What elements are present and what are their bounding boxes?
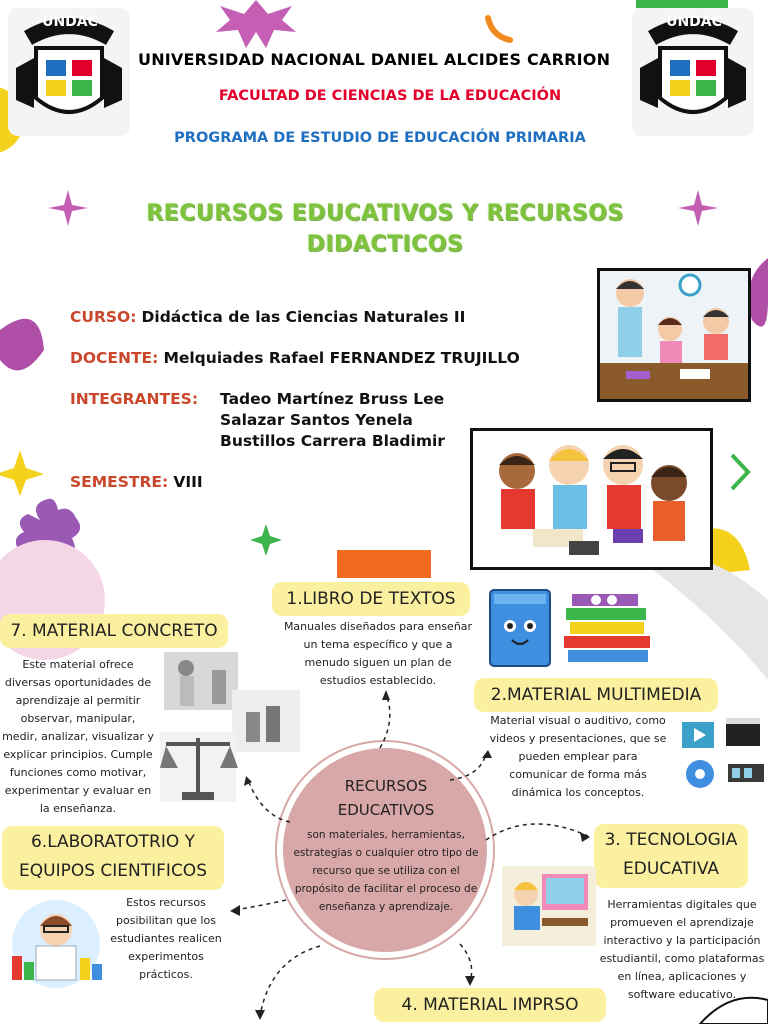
item-title-multimedia: 2.MATERIAL MULTIMEDIA <box>474 678 718 712</box>
item-title-concreto: 7. MATERIAL CONCRETO <box>0 614 228 648</box>
scientist-illustration <box>0 892 112 992</box>
concrete-material-photos <box>156 650 302 804</box>
course-label: CURSO: <box>70 308 137 326</box>
computer-kid-illustration <box>502 866 596 946</box>
item-title-line: EQUIPOS CIENTIFICOS <box>19 861 207 881</box>
item-desc-laboratorio: Estos recursos posibilitan que los estudiantes realicen experimentos prácticos. <box>110 896 222 981</box>
university-name: UNIVERSIDAD NACIONAL DANIEL ALCIDES CARRION <box>138 50 611 69</box>
item-desc-multimedia: Material visual o auditivo, como videos y presentaciones, que se pueden emplear para comunicar de forma más dinámica los conceptos. <box>489 714 667 799</box>
item-title-laboratorio <box>2 826 224 890</box>
item-title-line: 6.LABORATOTRIO Y <box>30 832 196 852</box>
item-title-impreso: 4. MATERIAL IMPRSO <box>374 988 606 1022</box>
member-name: Bustillos Carrera Bladimir <box>220 432 445 450</box>
teacher-label: DOCENTE: <box>70 349 159 367</box>
semester-value: VIII <box>173 473 203 491</box>
center-title-line: EDUCATIVOS <box>337 801 435 819</box>
teacher-value: Melquiades Rafael FERNANDEZ TRUJILLO <box>163 349 520 367</box>
course-value: Didáctica de las Ciencias Naturales II <box>141 308 466 326</box>
item-title-tecnologia <box>594 824 748 888</box>
semester-label: SEMESTRE: <box>70 473 169 491</box>
item-desc-concreto: Este material ofrece diversas oportunidades de aprendizaje al permitir observar, manipular, medir, analizar, visualizar y explicar principios. Cumple funciones como motivar, experimentar y evaluar en la enseñanza. <box>2 658 154 815</box>
logo-text-right: UNDAC <box>666 14 722 30</box>
member-name: Tadeo Martínez Bruss Lee <box>220 390 445 408</box>
item-title-line: 3. TECNOLOGIA <box>604 830 738 850</box>
center-title-line: RECURSOS <box>344 777 428 795</box>
faculty-name: FACULTAD DE CIENCIAS DE LA EDUCACIÓN <box>218 88 562 104</box>
page-title: RECURSOS EDUCATIVOS Y RECURSOS DIDACTICOS <box>146 201 624 257</box>
book-illustration <box>486 578 676 670</box>
logo-text-left: UNDAC <box>42 14 98 30</box>
item-desc-tecnologia: Herramientas digitales que promueven el aprendizaje interactivo y la participación estudiantil, como plataformas en línea, aplicaciones y software educativo. <box>599 898 765 1001</box>
center-description: son materiales, herramientas, estrategias o cualquier otro tipo de recurso que se utiliza con el propósito de facilitar el proceso de enseñanza y aprendizaje. <box>293 829 479 913</box>
item-title-libro: 1.LIBRO DE TEXTOS <box>272 582 470 616</box>
program-name: PROGRAMA DE ESTUDIO DE EDUCACIÓN PRIMARIA <box>174 130 586 146</box>
members-label: INTEGRANTES: <box>70 390 199 408</box>
item-desc-libro: Manuales diseñados para enseñar un tema específico y que a menudo siguen un plan de estudios establecido. <box>283 620 473 687</box>
item-title-line: EDUCATIVA <box>622 859 720 879</box>
multimedia-icons <box>678 712 768 802</box>
member-name: Salazar Santos Yenela <box>220 411 413 429</box>
